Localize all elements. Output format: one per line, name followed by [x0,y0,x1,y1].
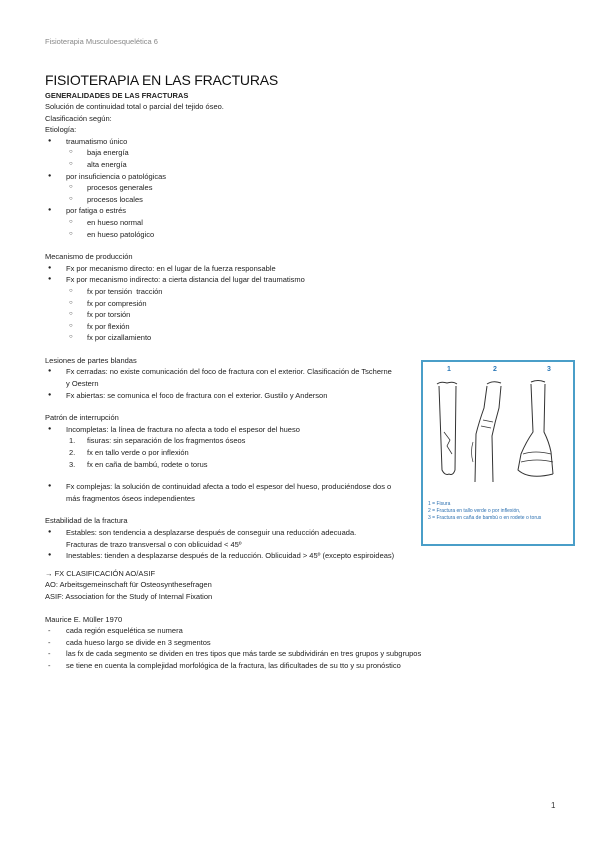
figure-number: 3 [547,366,551,373]
bone-greenstick [472,382,502,482]
list-item: ● traumatismo único [45,136,565,148]
list-item: ● Fx complejas: la solución de continuidad afecta a todo el espesor del hueso, produciéndose dos o más fragmentos óseos independientes [45,481,395,504]
etiologia-label: Etiología: [45,125,77,135]
list-item: ● Fx cerradas: no existe comunicación del foco de fractura con el exterior. Clasificación de Tscherne y Oestern [45,366,395,389]
muller-list [45,625,565,671]
list-item: ● Fx por mecanismo indirecto: a cierta distancia del lugar del traumatismo [45,274,565,286]
list-subitem: ○ en hueso normal [45,217,565,229]
mecanismo-label: Mecanismo de producción [45,252,133,262]
patron-list-2 [45,481,395,504]
list-item: ● Estables: son tendencia a desplazarse después de conseguir una reducción adecuada. Fracturas de trazo transversal o con oblicuidad < 45º [45,527,385,550]
list-item: ● Incompletas: la línea de fractura no afecta a todo el espesor del hueso [45,424,395,436]
ao-line: AO: Arbeitsgemeinschaft für Osteosynthesefragen [45,580,212,590]
figure-caption [428,501,541,521]
list-item: - cada hueso largo se divide en 3 segmentos [45,637,565,649]
item-text: fx en caña de bambú, rodete o torus [87,459,208,469]
caption-line: 2 = Fractura en tallo verde o por inflexión, [428,507,521,514]
list-subitem: ○ fx por torsión [45,309,565,321]
list-subitem: ○ fx por cizallamiento [45,332,565,344]
list-item: ● Fx por mecanismo directo: en el lugar de la fuerza responsable [45,263,565,275]
list-item: - las fx de cada segmento se dividen en tres tipos que más tarde se subdividirán en tres grupos y subgrupos [45,648,565,660]
list-item: - se tiene en cuenta la complejidad morfológica de la fractura, las dificultades de su tto y su pronóstico [45,660,565,672]
item-text: fx en tallo verde o por inflexión [87,448,189,458]
item-number: 1. [69,436,76,446]
list-item: - cada región esquelética se numera [45,625,565,637]
page-title: FISIOTERAPIA EN LAS FRACTURAS [45,72,279,88]
figure-number: 2 [493,366,497,373]
list-subitem: ○ en hueso patológico [45,229,565,241]
item-text: fisuras: sin separación de los fragmentos óseos [87,436,246,446]
patron-list [45,424,395,436]
bone-fissure [437,382,457,474]
classification-label: Clasificación según: [45,113,112,123]
list-subitem: ○ fx por compresión [45,298,565,310]
fracture-illustration [421,360,575,546]
mecanismo-list [45,263,565,344]
section-subtitle: GENERALIDADES DE LAS FRACTURAS [45,91,189,100]
list-subitem: ○ fx por flexión [45,321,565,333]
item-number: 2. [69,448,76,458]
list-subitem: ○ baja energía [45,147,565,159]
list-subitem: ○ procesos locales [45,194,565,206]
list-item: ● por fatiga o estrés [45,205,565,217]
bone-torus [518,381,553,477]
estabilidad-list [45,527,385,550]
patron-label: Patrón de interrupción [45,413,119,423]
list-item: ● por insuficiencia o patológicas [45,171,565,183]
page-number: 1 [551,801,556,810]
page-header: Fisioterapia Musculoesquelética 6 [45,37,158,46]
ao-heading: → FX CLASIFICACIÓN AO/ASIF [45,568,156,578]
list-item: ● Fx abiertas: se comunica el foco de fractura con el exterior. Gustilo y Anderson [45,390,395,402]
figure-number: 1 [447,366,451,373]
lesiones-label: Lesiones de partes blandas [45,355,137,365]
definition-text: Solución de continuidad total o parcial del tejido óseo. [45,102,224,111]
lesiones-list [45,366,395,401]
estabilidad-list-2 [45,550,565,562]
asif-line: ASIF: Association for the Study of Internal Fixation [45,591,213,601]
list-item: ● Inestables: tienden a desplazarse después de la reducción. Oblicuidad > 45º (excepto espiroideas) [45,550,565,562]
etiologia-list [45,136,565,240]
caption-line: 3 = Fractura en caña de bambú o en rodete o torus [428,514,542,521]
caption-line: 1 = Fisura [428,501,451,507]
estabilidad-label: Estabilidad de la fractura [45,516,128,526]
bone-drawings [423,362,573,497]
muller-label: Maurice E. Müller 1970 [45,614,123,624]
list-subitem: ○ alta energía [45,159,565,171]
item-number: 3. [69,459,76,469]
list-subitem: ○ fx por tensión tracción [45,286,565,298]
list-subitem: ○ procesos generales [45,182,565,194]
